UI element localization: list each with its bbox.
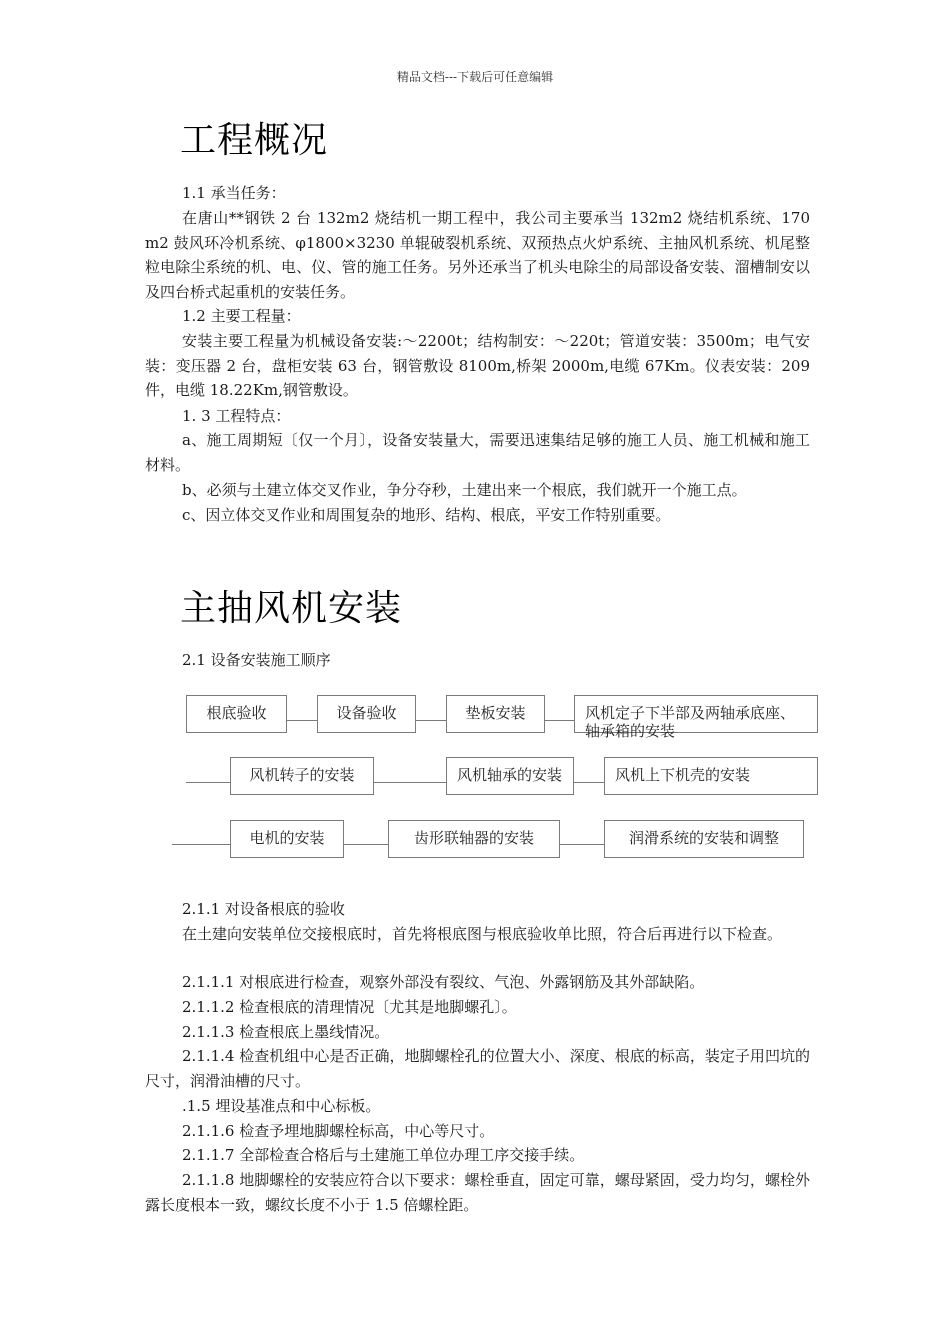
connector-line [560,844,604,845]
connector-line [172,844,230,845]
connector-line [287,720,317,721]
flow-step: 根底验收 [186,695,287,733]
connector-line [186,782,230,783]
flow-step: 风机上下机壳的安装 [604,757,818,795]
paragraph: 1.2 主要工程量： [182,307,301,325]
paragraph: 2.1.1.6 检查予埋地脚螺栓标高，中心等尺寸。 [182,1122,495,1140]
paragraph: 2.1.1.8 地脚螺栓的安装应符合以下要求：螺栓垂直，固定可靠，螺母紧固，受力均匀，螺栓外露长度根本一致，螺纹长度不小于 1.5 倍螺栓距。 [145,1171,810,1214]
paragraph: 1.1 承当任务： [182,184,286,202]
paragraph: 1. 3 工程特点： [182,407,291,425]
paragraph: 2.1.1 对设备根底的验收 [182,900,345,918]
paragraph: 在唐山**钢铁 2 台 132m2 烧结机一期工程中，我公司主要承当 132m2 烧结机系统、170 m2 鼓风环冷机系统、φ1800×3230 单辊破裂机系统、双预热点火炉系统、主抽风机系统、机尾整粒电除尘系统的机、电、仪、管的施工任务。另外还承当了机头电除尘的局部设备安装、溜槽制安以及四台桥式起重机的安装任务。 [145,209,810,301]
flow-step: 风机轴承的安装 [446,757,574,795]
flow-step: 电机的安装 [230,820,344,858]
paragraph: 2.1.1.4 检查机组中心是否正确，地脚螺栓孔的位置大小、深度、根底的标高，装定子用凹坑的尺寸，润滑油槽的尺寸。 [145,1047,810,1090]
flow-step: 设备验收 [317,695,416,733]
connector-line [344,844,388,845]
connector-line [545,720,574,721]
flow-step: 齿形联轴器的安装 [388,820,560,858]
paragraph: a、施工周期短〔仅一个月〕，设备安装量大，需要迅速集结足够的施工人员、施工机械和施工材料。 [145,431,810,474]
paragraph: 安装主要工程量为机械设备安装:～2200t；结构制安：～220t；管道安装：3500m；电气安装：变压器 2 台，盘柜安装 63 台，钢管敷设 8100m,桥架 2000m,电缆 67Km。仪表安装：209 件，电缆 18.22Km,钢管敷设。 [145,332,810,399]
connector-line [574,782,604,783]
section-title: 工程概况 [180,120,329,161]
paragraph: .1.5 埋设基准点和中心标板。 [182,1097,381,1115]
paragraph: 在土建向安装单位交接根底时，首先将根底图与根底验收单比照，符合后再进行以下检查。 [182,925,783,943]
flow-step: 垫板安装 [446,695,545,733]
connector-line [374,782,446,783]
flow-step: 风机定子下半部及两轴承底座、轴承箱的安装 [574,695,818,733]
paragraph: 2.1.1.7 全部检查合格后与土建施工单位办理工序交接手续。 [182,1146,585,1164]
flow-step: 风机转子的安装 [230,757,374,795]
paragraph: c、因立体交叉作业和周围复杂的地形、结构、根底，平安工作特别重要。 [182,506,671,524]
flow-step: 润滑系统的安装和调整 [604,820,804,858]
section-title: 主抽风机安装 [180,588,403,629]
page-header: 精品文档---下载后可任意编辑 [396,70,554,84]
paragraph: b、必须与土建立体交叉作业，争分夺秒，土建出来一个根底，我们就开一个施工点。 [182,481,747,499]
connector-line [416,720,446,721]
paragraph: 2.1.1.3 检查根底上墨线情况。 [182,1023,390,1041]
paragraph: 2.1.1.2 检查根底的清理情况〔尤其是地脚螺孔〕。 [182,998,517,1016]
paragraph: 2.1.1.1 对根底进行检查，观察外部没有裂纹、气泡、外露钢筋及其外部缺陷。 [182,973,705,991]
subsection-heading: 2.1 设备安装施工顺序 [182,651,331,669]
